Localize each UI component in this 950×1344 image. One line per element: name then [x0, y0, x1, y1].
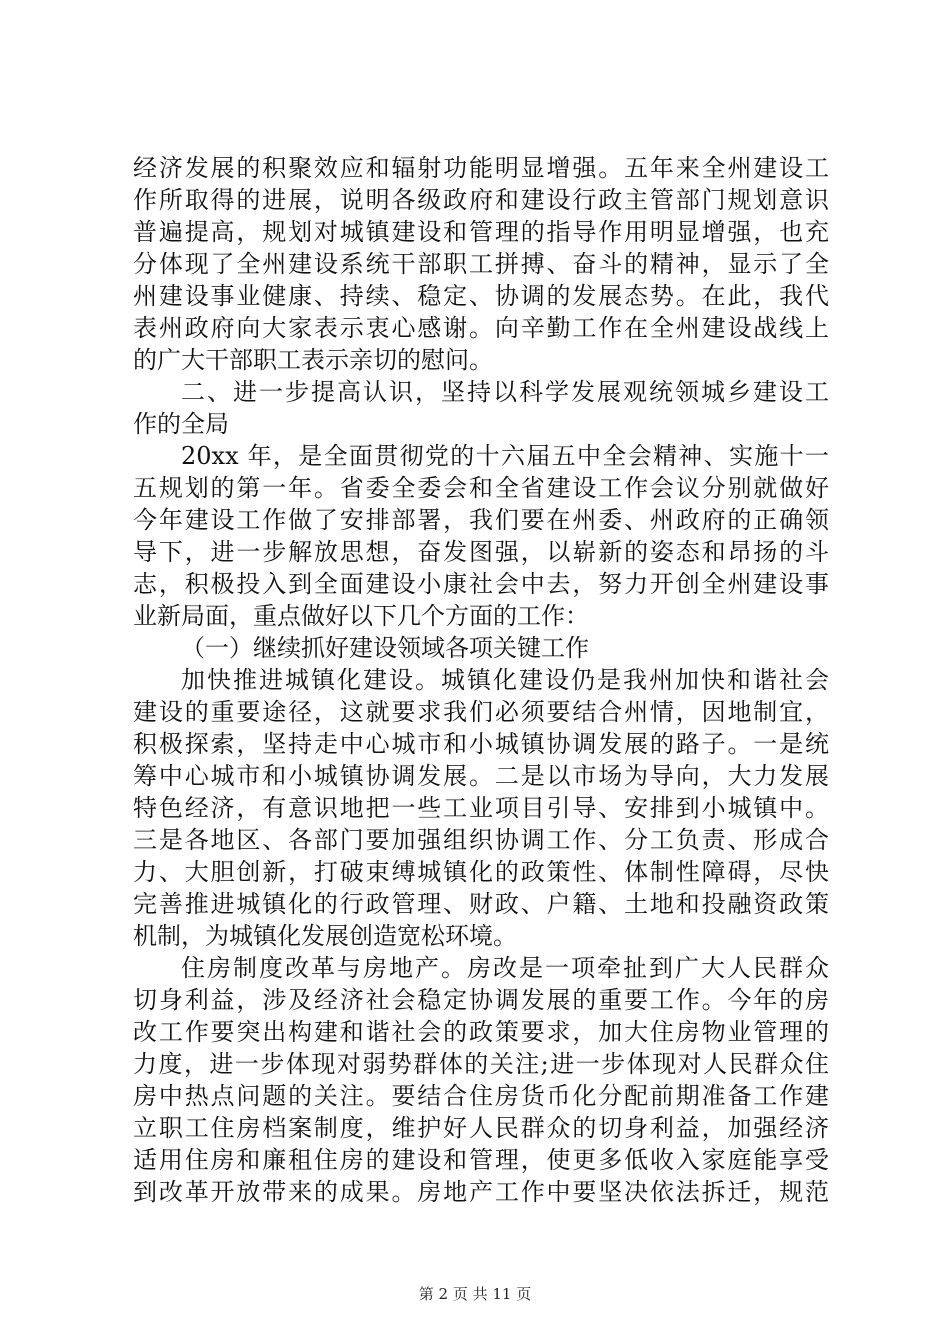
text-line: 建设的重要途径，这就要求我们必须要结合州情，因地制宜，: [133, 698, 829, 726]
text-line: 住房制度改革与房地产。房改是一项牵扯到广大人民群众: [181, 954, 829, 982]
text-line: 表州政府向大家表示衷心感谢。向辛勤工作在全州建设战线上: [133, 314, 829, 342]
text-line: 到改革开放带来的成果。房地产工作中要坚决依法拆迁，规范: [133, 1178, 829, 1206]
text-line: 五规划的第一年。省委全委会和全省建设工作会议分别就做好: [133, 474, 829, 502]
text-line: 特色经济，有意识地把一些工业项目引导、安排到小城镇中。: [133, 794, 829, 822]
text-line: 二、进一步提高认识，坚持以科学发展观统领城乡建设工: [181, 378, 829, 406]
text-line: 加快推进城镇化建设。城镇化建设仍是我州加快和谐社会: [181, 666, 829, 694]
page-footer: 第 2 页 共 11 页: [418, 1285, 532, 1303]
text-line: 业新局面，重点做好以下几个方面的工作：: [133, 602, 589, 630]
text-line: 完善推进城镇化的行政管理、财政、户籍、土地和投融资政策: [133, 890, 829, 918]
text-line: 三是各地区、各部门要加强组织协调工作、分工负责、形成合: [133, 826, 829, 854]
text-line: 力、大胆创新，打破束缚城镇化的政策性、体制性障碍，尽快: [133, 858, 829, 886]
text-line: 机制，为城镇化发展创造宽松环境。: [133, 922, 517, 950]
text-line: 筹中心城市和小城镇协调发展。二是以市场为导向，大力发展: [133, 762, 829, 790]
text-line: 的广大干部职工表示亲切的慰问。: [133, 346, 493, 374]
text-line: 改工作要突出构建和谐社会的政策要求，加大住房物业管理的: [133, 1018, 829, 1046]
text-line: 志，积极投入到全面建设小康社会中去，努力开创全州建设事: [133, 570, 829, 598]
text-line: 作的全局: [133, 410, 229, 438]
text-line: 州建设事业健康、持续、稳定、协调的发展态势。在此，我代: [133, 282, 829, 310]
text-line: 导下，进一步解放思想，奋发图强，以崭新的姿态和昂扬的斗: [133, 538, 829, 566]
text-line: 适用住房和廉租住房的建设和管理，使更多低收入家庭能享受: [133, 1146, 829, 1174]
document-body: [133, 152, 829, 1208]
text-line: 普遍提高，规划对城镇建设和管理的指导作用明显增强，也充: [133, 218, 829, 246]
text-line: 20xx 年，是全面贯彻党的十六届五中全会精神、实施十一: [181, 442, 829, 470]
text-line: 今年建设工作做了安排部署，我们要在州委、州政府的正确领: [133, 506, 829, 534]
text-line: 力度，进一步体现对弱势群体的关注;进一步体现对人民群众住: [133, 1050, 829, 1078]
text-line: 切身利益，涉及经济社会稳定协调发展的重要工作。今年的房: [133, 986, 829, 1014]
text-line: （一）继续抓好建设领域各项关键工作: [181, 634, 589, 662]
text-line: 经济发展的积聚效应和辐射功能明显增强。五年来全州建设工: [133, 154, 829, 182]
text-line: 立职工住房档案制度，维护好人民群众的切身利益，加强经济: [133, 1114, 829, 1142]
text-line: 分体现了全州建设系统干部职工拼搏、奋斗的精神，显示了全: [133, 250, 829, 278]
text-line: 积极探索，坚持走中心城市和小城镇协调发展的路子。一是统: [133, 730, 829, 758]
text-line: 房中热点问题的关注。要结合住房货币化分配前期准备工作建: [133, 1082, 829, 1110]
text-line: 作所取得的进展，说明各级政府和建设行政主管部门规划意识: [133, 186, 829, 214]
